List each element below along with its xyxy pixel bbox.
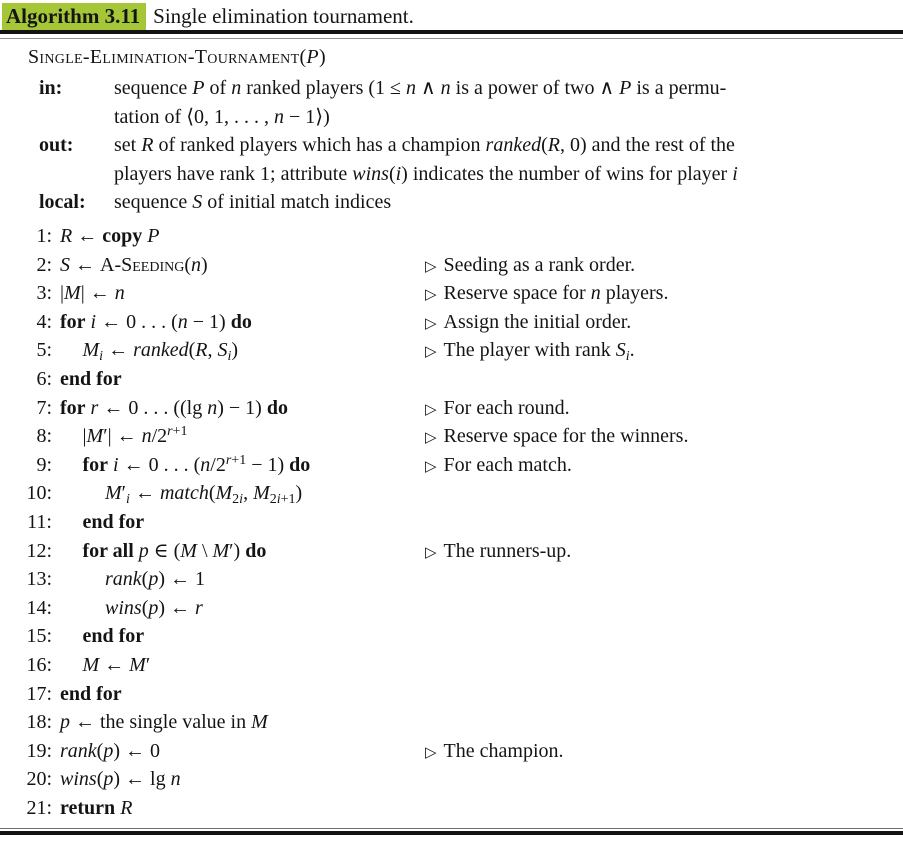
line-number: 18: (26, 711, 52, 734)
comment-text: Seeding as a rank order. (443, 253, 636, 276)
algorithm-title: Single elimination tournament. (153, 4, 414, 28)
declaration-row (0, 188, 903, 217)
line-content: end for (60, 682, 122, 705)
line-content: rank(p) ← 1 (105, 568, 206, 591)
line-comment (425, 394, 570, 424)
comment-text: The champion. (443, 739, 564, 762)
comment-text: For each match. (443, 453, 572, 476)
line-comment (425, 251, 635, 281)
comment-triangle-icon: ▷ (425, 542, 437, 561)
line-number: 7: (36, 396, 52, 419)
line-comment (425, 451, 572, 481)
code-lines-block (0, 222, 903, 822)
line-comment (425, 422, 688, 452)
line-content: end for (82, 625, 145, 648)
comment-text: Reserve space for the winners. (443, 425, 689, 448)
code-line (0, 394, 903, 423)
line-number: 8: (36, 425, 52, 448)
line-number: 15: (26, 625, 52, 648)
code-line (0, 365, 903, 394)
line-comment (425, 308, 631, 338)
declaration-text: set R of ranked players which has a champion ranked(R, 0) and the rest of the players have rank 1; attribute wins(i) indicates the number of wins for player i (114, 134, 738, 185)
line-content: $M_i$ ← ranked(R, $S_i$) (82, 339, 239, 365)
declaration-label: out: (39, 134, 74, 156)
line-number: 3: (36, 282, 52, 305)
line-number: 11: (27, 510, 52, 533)
declarations-block (0, 74, 903, 217)
line-content: wins(p) ← lg n (60, 768, 181, 791)
line-content: for r ← 0 . . . ((lg n) − 1) do (60, 396, 288, 419)
code-line (0, 451, 903, 480)
line-number: 12: (26, 539, 52, 562)
procedure-name: Single-Elimination-Tournament(P) (28, 46, 326, 68)
line-number: 13: (26, 568, 52, 591)
comment-text: Assign the initial order. (443, 310, 632, 333)
line-content: end for (60, 367, 122, 390)
code-line (0, 622, 903, 651)
line-comment (425, 336, 635, 366)
line-comment (425, 537, 571, 567)
comment-triangle-icon: ▷ (425, 428, 437, 447)
comment-triangle-icon: ▷ (425, 342, 437, 361)
code-line (0, 765, 903, 794)
code-line (0, 594, 903, 623)
declaration-row (0, 74, 903, 131)
algorithm-header (2, 3, 414, 29)
line-number: 1: (36, 225, 52, 247)
code-line (0, 251, 903, 280)
declaration-text: sequence P of n ranked players (1 ≤ n ∧ n is a power of two ∧ P is a permu- tation of ⟨0, 1, . . . , n − 1⟩) (114, 77, 727, 128)
comment-triangle-icon: ▷ (425, 256, 437, 275)
comment-text: The runners-up. (443, 539, 572, 562)
code-line (0, 680, 903, 709)
algorithm-tag: Algorithm 3.11 (2, 3, 146, 30)
line-content: |M| ← n (60, 282, 125, 305)
line-number: 17: (26, 682, 52, 705)
line-content: for all p ∈ (M \ M′) do (82, 539, 267, 562)
code-line (0, 222, 903, 251)
declaration-label: in: (39, 77, 63, 99)
bottom-rule (0, 828, 903, 835)
declaration-text: sequence S of initial match indices (114, 191, 392, 213)
comment-triangle-icon: ▷ (425, 313, 437, 332)
top-rule (0, 30, 903, 39)
line-number: 6: (36, 367, 52, 390)
line-content: return R (60, 796, 133, 819)
line-number: 14: (26, 596, 52, 619)
comment-text: For each round. (443, 396, 570, 419)
comment-triangle-icon: ▷ (425, 285, 437, 304)
comment-text: Reserve space for n players. (443, 282, 669, 305)
code-line (0, 479, 903, 508)
line-content: $M'_i$ ← $match(M_{2i}$, $M_{2i+1}$) (105, 482, 303, 508)
declaration-row (0, 131, 903, 188)
line-comment (425, 737, 564, 767)
line-content: for i ← 0 . . . $(n/2^{r+1} - 1)$ do (82, 452, 311, 476)
line-number: 20: (26, 768, 52, 791)
line-number: 21: (26, 796, 52, 819)
line-number: 10: (26, 482, 52, 505)
comment-text: The player with rank $S_i$. (443, 339, 635, 365)
code-line (0, 737, 903, 766)
line-number: 19: (26, 739, 52, 762)
line-content: for i ← 0 . . . (n − 1) do (60, 310, 252, 333)
line-content: rank(p) ← 0 (60, 739, 161, 762)
code-line (0, 308, 903, 337)
comment-triangle-icon: ▷ (425, 399, 437, 418)
code-line (0, 651, 903, 680)
line-content: M ← M′ (82, 653, 151, 676)
comment-triangle-icon: ▷ (425, 456, 437, 475)
line-number: 16: (26, 653, 52, 676)
code-line (0, 565, 903, 594)
code-line (0, 537, 903, 566)
line-content: wins(p) ← r (105, 596, 203, 619)
line-number: 9: (36, 453, 52, 476)
code-line (0, 279, 903, 308)
code-line (0, 508, 903, 537)
code-line (0, 422, 903, 451)
declaration-label: local: (39, 191, 86, 213)
line-content: |M′| ← $n/2^{r+1}$ (82, 424, 188, 448)
line-content: p ← the single value in M (60, 711, 268, 734)
line-number: 4: (36, 310, 52, 333)
line-number: 2: (36, 253, 52, 276)
line-number: 5: (36, 339, 52, 362)
comment-triangle-icon: ▷ (425, 742, 437, 761)
code-line (0, 794, 903, 823)
line-content: R ← copy P (60, 225, 160, 247)
line-content: S ← A-Seeding(n) (60, 253, 208, 276)
line-comment (425, 279, 668, 309)
line-content: end for (82, 510, 145, 533)
code-line (0, 336, 903, 365)
code-line (0, 708, 903, 737)
